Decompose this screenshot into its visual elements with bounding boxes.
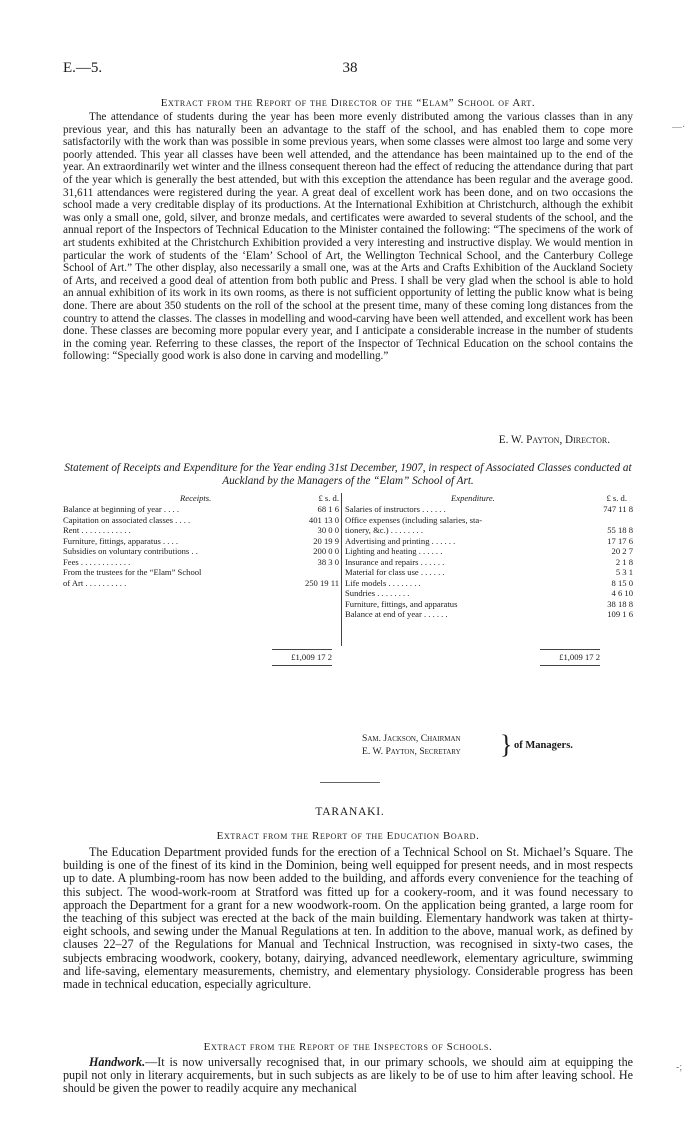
handwork-paragraph [63, 1056, 633, 1096]
expenditure-amount: 4 6 10 [611, 588, 633, 598]
expenditure-row [345, 588, 633, 598]
section-divider [320, 782, 380, 783]
elam-report-title: Extract from the Report of the Director of the “Elam” School of Art. [160, 97, 536, 109]
margin-mark: —· [672, 122, 686, 133]
education-board-body: The Education Department provided funds for the erection of a Technical School on St. Michael’s Square. The building is one of the finest of its kind in the Dominion, being well equipped for present needs, and in most respects up to date. A plumbing-room has now been added to the building, and affords every convenience for the teaching of this subject. The wood-work-room at Stratford was fitted up for a cookery-room, and it was found necessary to approach the Department for a grant for a new woodwork-room. On the application being granted, a large room for the teaching of this subject was erected at the back of the main building. Elementary handwork was taken at thirty-eight schools, and sewing under the Manual Regulations at ten. In addition to the above, manual work, as defined by clauses 22–27 of the Regulations for Manual and Technical Instruction, was recognised in sixty-two cases, the subjects embracing woodwork, cookery, botany, dairying, advanced needlework, elementary agriculture, swimming and life-saving, elementary measurements, chemistry, and elementary physiology. Considerable progress has been made in technical education, especially agriculture. [63, 845, 633, 992]
receipts-total-rule [272, 665, 332, 666]
expenditure-row [345, 525, 633, 535]
statement-title: Statement of Receipts and Expenditure for the Year ending 31st December, 1907, in respect of Associated Classes conducted at Auckland by the Managers of the “Elam” School of Art. [64, 462, 632, 487]
expenditure-row [345, 567, 633, 577]
receipt-label: Fees . . . . . . . . . . . . [63, 556, 131, 567]
expenditure-row [345, 557, 633, 567]
receipt-amount: 401 13 0 [308, 514, 339, 525]
expenditure-row [345, 504, 633, 514]
expenditure-amount: 17 17 6 [607, 535, 633, 546]
expenditure-row [345, 599, 633, 609]
elam-report-body: The attendance of students during the year has been more evenly distributed among the various classes than in any previous year, and this has naturally been an advantage to the staff of the school, and has enabled them to cope more satisfactorily with the work than was possible in some previous years, when some classes were almost too large and some very poorly attended. This year all classes have been well attended, and the attendance has been maintained up to the end of the year. An extraordinarily wet winter and the illness consequent thereon had the effect of reducing the attendance during that part of the year which is generally the best attended, but with this exception the attendance has been regular and the average good. 31,611 attendances were registered during the year. A great deal of excellent work has been done, and on two occasions the school made a very creditable display of its productions. At the International Exhibition at Christchurch, although the exhibit was only a small one, gold, silver, and bronze medals, and certificates were awarded to several students of the school, and the annual report of the Inspectors of Technical Education to the Minister contained the following: “The specimens of the work of art students exhibited at the Christchurch Exhibition provided a very interesting and instructive display. We would mention in particular the work of students of the ‘Elam’ School of Art, the Wellington Technical School, and the Canterbury College School of Art.” The other display, also necessarily a small one, was at the Arts and Crafts Exhibition of the Auckland Society of Arts, and received a good deal of attention from both public and Press. I shall be very glad when the school is able to hold an annual exhibition of its work in its own rooms, as there is not sufficient opportunity of letting the public know what is being done. There are about 350 students on the roll of the school at the present time, many of these coming long distances from the country to attend the classes. The classes in modelling and wood-carving have been well attended, and excellent work has been done. These classes are becoming more popular every year, and I anticipate a considerable increase in the number of students in the coming year. Referring to these classes, the report of the Inspector of Technical Education on the school contains the following: “Specially good work is also done in carving and modelling.” [63, 111, 633, 363]
inspectors-title: Extract from the Report of the Inspectors of Schools. [203, 1041, 493, 1053]
expenditure-label: Insurance and repairs . . . . . . [345, 556, 445, 567]
receipt-label: of Art . . . . . . . . . . [63, 577, 127, 588]
expenditure-total: £1,009 17 2 [559, 652, 600, 662]
expenditure-label: Balance at end of year . . . . . . [345, 609, 448, 619]
expenditure-label: Salaries of instructors . . . . . . [345, 504, 446, 514]
expenditure-heading: Expenditure. [451, 493, 495, 503]
receipts-total-rule [272, 649, 332, 650]
expenditure-row [345, 609, 633, 619]
receipt-label: Capitation on associated classes . . . . [63, 514, 191, 525]
receipt-amount: 20 19 9 [313, 535, 339, 546]
handwork-lead: Handwork. [89, 1055, 146, 1069]
education-board-title: Extract from the Report of the Education Board. [216, 830, 480, 842]
expenditure-label: tionery, &c.) . . . . . . . . [345, 525, 423, 535]
expenditure-total-rule [540, 649, 600, 650]
expenditure-amount: 38 18 8 [607, 598, 633, 609]
receipt-amount: 68 1 6 [317, 504, 339, 514]
brace: } [500, 730, 513, 759]
expenditure-total-rule [540, 665, 600, 666]
column-divider [341, 493, 342, 646]
page-reference: E.—5. [63, 60, 103, 76]
taranaki-heading: TARANAKI. [315, 806, 385, 818]
receipts-total: £1,009 17 2 [291, 652, 332, 662]
handwork-body: —It is now universally recognised that, in our primary schools, we should aim at equipping the pupil not only in literary acquirements, but in such subjects as are likely to be of use to him after leaving school. He should be given the power to readily acquire any mechanical [63, 1055, 633, 1096]
receipt-amount: 38 3 0 [317, 556, 339, 567]
managers-suffix: of Managers. [514, 740, 573, 751]
receipts-currency-header: £ s. d. [318, 493, 339, 503]
receipt-row [63, 557, 339, 567]
receipt-row [63, 525, 339, 535]
expenditure-amount: 8 15 0 [611, 577, 633, 588]
expenditure-label: Material for class use . . . . . . [345, 567, 445, 577]
expenditure-amount: 55 18 8 [607, 525, 633, 535]
expenditure-amount: 747 11 8 [603, 504, 633, 514]
page-number: 38 [342, 60, 358, 76]
expenditure-label: Office expenses (including salaries, sta- [345, 514, 483, 525]
receipt-row [63, 515, 339, 525]
expenditure-amount: 109 1 6 [607, 609, 633, 619]
receipt-row [63, 578, 339, 588]
managers-block [362, 730, 573, 759]
chairman-line: Sam. Jackson, Chairman [362, 733, 461, 744]
receipt-row [63, 504, 339, 514]
expenditure-row [345, 578, 633, 588]
expenditure-label: Furniture, fittings, and apparatus [345, 598, 458, 609]
receipts-heading: Receipts. [180, 493, 212, 503]
receipt-row [63, 536, 339, 546]
expenditure-label: Life models . . . . . . . . [345, 577, 421, 588]
receipt-label: Rent . . . . . . . . . . . . [63, 525, 131, 535]
expenditure-amount: 20 2 7 [611, 546, 633, 556]
director-signature: E. W. Payton, Director. [498, 434, 610, 446]
receipt-amount: 200 0 0 [313, 546, 339, 556]
receipt-amount: 250 19 11 [304, 577, 339, 588]
receipt-label: Subsidies on voluntary contributions . . [63, 546, 198, 556]
receipt-label: Balance at beginning of year . . . . [63, 504, 179, 514]
expenditure-row [345, 515, 633, 525]
receipt-amount: 30 0 0 [317, 525, 339, 535]
expenditure-row [345, 536, 633, 546]
expenditure-label: Sundries . . . . . . . . [345, 588, 410, 598]
expenditure-label: Lighting and heating . . . . . . [345, 546, 443, 556]
receipt-label: From the trustees for the “Elam” School [63, 567, 202, 577]
receipt-row [63, 546, 339, 556]
expenditure-label: Advertising and printing . . . . . . [345, 535, 456, 546]
receipt-row [63, 567, 339, 577]
receipt-label: Furniture, fittings, apparatus . . . . [63, 535, 179, 546]
margin-mark: -; [676, 1062, 683, 1073]
expenditure-amount: 5 3 1 [615, 567, 633, 577]
secretary-line: E. W. Payton, Secretary [362, 746, 461, 757]
expenditure-row [345, 546, 633, 556]
expenditure-amount: 2 1 8 [615, 556, 633, 567]
expenditure-currency-header: £ s. d. [606, 493, 627, 503]
